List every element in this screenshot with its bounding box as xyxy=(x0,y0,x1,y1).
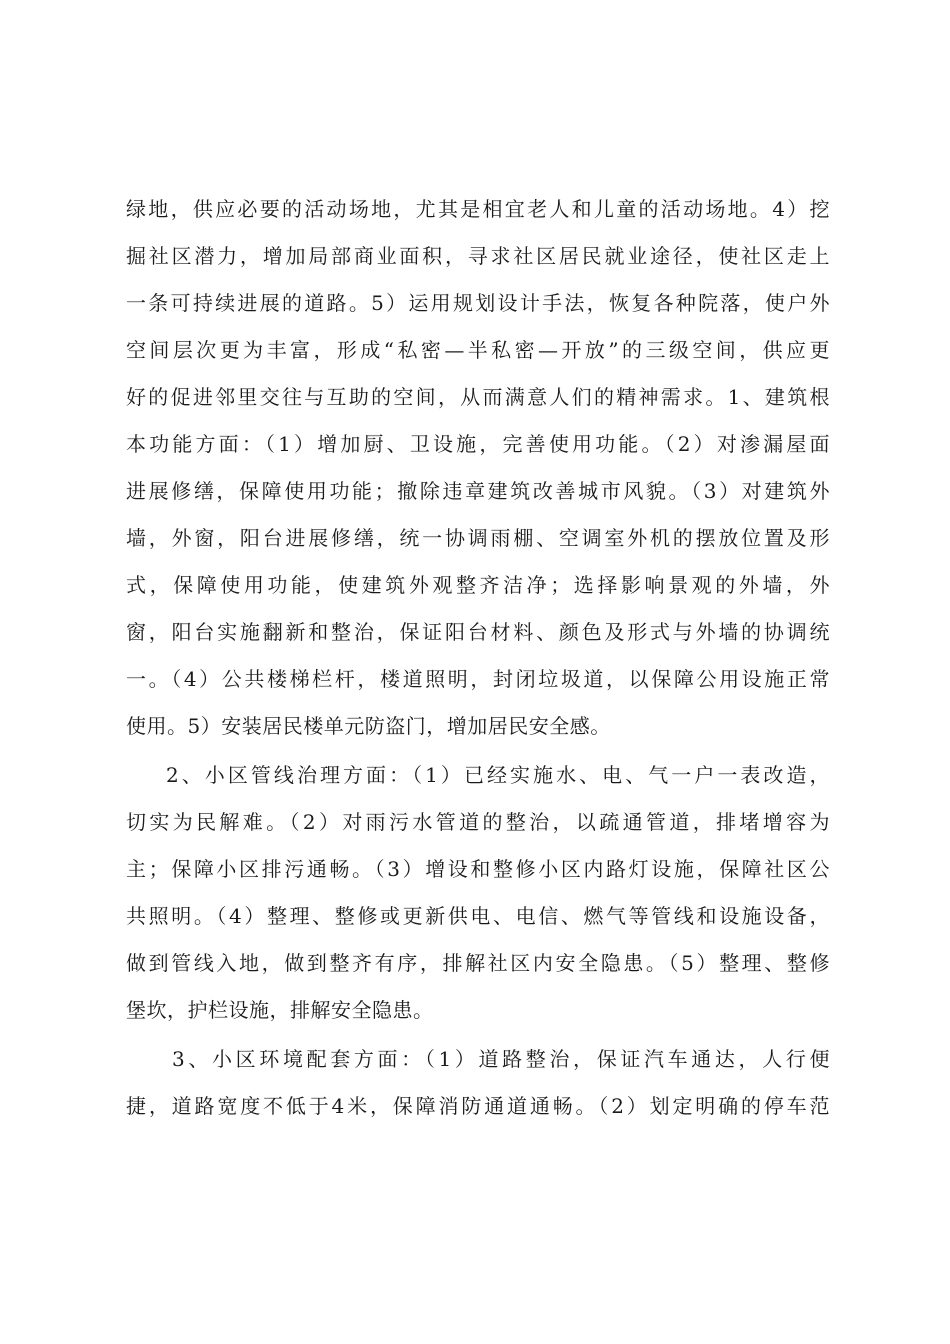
paragraph-1-line-1: 绿地，供应必要的活动场地，尤其是相宜老人和儿童的活动场地。4）挖 xyxy=(126,197,830,221)
paragraph-1-line-3: 一条可持续进展的道路。5）运用规划设计手法，恢复各种院落，使户外 xyxy=(126,291,830,315)
paragraph-3-line-2: 捷，道路宽度不低于4米，保障消防通道通畅。（2）划定明确的停车范 xyxy=(126,1094,830,1118)
paragraph-2-line-5: 做到管线入地，做到整齐有序，排解社区内安全隐患。（5）整理、整修 xyxy=(126,951,830,975)
paragraph-2-line-4: 共照明。（4）整理、整修或更新供电、电信、燃气等管线和设施设备， xyxy=(126,904,830,928)
paragraph-1-line-6: 本功能方面：（1）增加厨、卫设施，完善使用功能。（2）对渗漏屋面 xyxy=(126,432,830,456)
paragraph-1-line-11: 一。（4）公共楼梯栏杆，楼道照明，封闭垃圾道，以保障公用设施正常 xyxy=(126,667,830,691)
paragraph-1-line-2: 掘社区潜力，增加局部商业面积，寻求社区居民就业途径，使社区走上 xyxy=(126,244,830,268)
paragraph-1-line-9: 式，保障使用功能，使建筑外观整齐洁净；选择影响景观的外墙，外 xyxy=(126,573,830,597)
paragraph-1-line-12: 使用。5）安装居民楼单元防盗门，增加居民安全感。 xyxy=(126,714,611,738)
paragraph-1-line-10: 窗，阳台实施翻新和整治，保证阳台材料、颜色及形式与外墙的协调统 xyxy=(126,620,830,644)
paragraph-1-line-4: 空间层次更为丰富，形成“私密—半私密—开放”的三级空间，供应更 xyxy=(126,338,830,362)
paragraph-2-line-1: 2、小区管线治理方面：（1）已经实施水、电、气一户一表改造， xyxy=(166,763,830,787)
paragraph-1-line-5: 好的促进邻里交往与互助的空间，从而满意人们的精神需求。1、建筑根 xyxy=(126,385,830,409)
paragraph-1-line-8: 墙，外窗，阳台进展修缮，统一协调雨棚、空调室外机的摆放位置及形 xyxy=(126,526,830,550)
paragraph-2-line-2: 切实为民解难。（2）对雨污水管道的整治，以疏通管道，排堵增容为 xyxy=(126,810,830,834)
paragraph-2-line-6: 堡坎，护栏设施，排解安全隐患。 xyxy=(126,998,434,1022)
paragraph-1-line-7: 进展修缮，保障使用功能；撤除违章建筑改善城市风貌。（3）对建筑外 xyxy=(126,479,830,503)
paragraph-3-line-1: 3、小区环境配套方面：（1）道路整治，保证汽车通达，人行便 xyxy=(172,1047,830,1071)
paragraph-2-line-3: 主；保障小区排污通畅。（3）增设和整修小区内路灯设施，保障社区公 xyxy=(126,857,830,881)
